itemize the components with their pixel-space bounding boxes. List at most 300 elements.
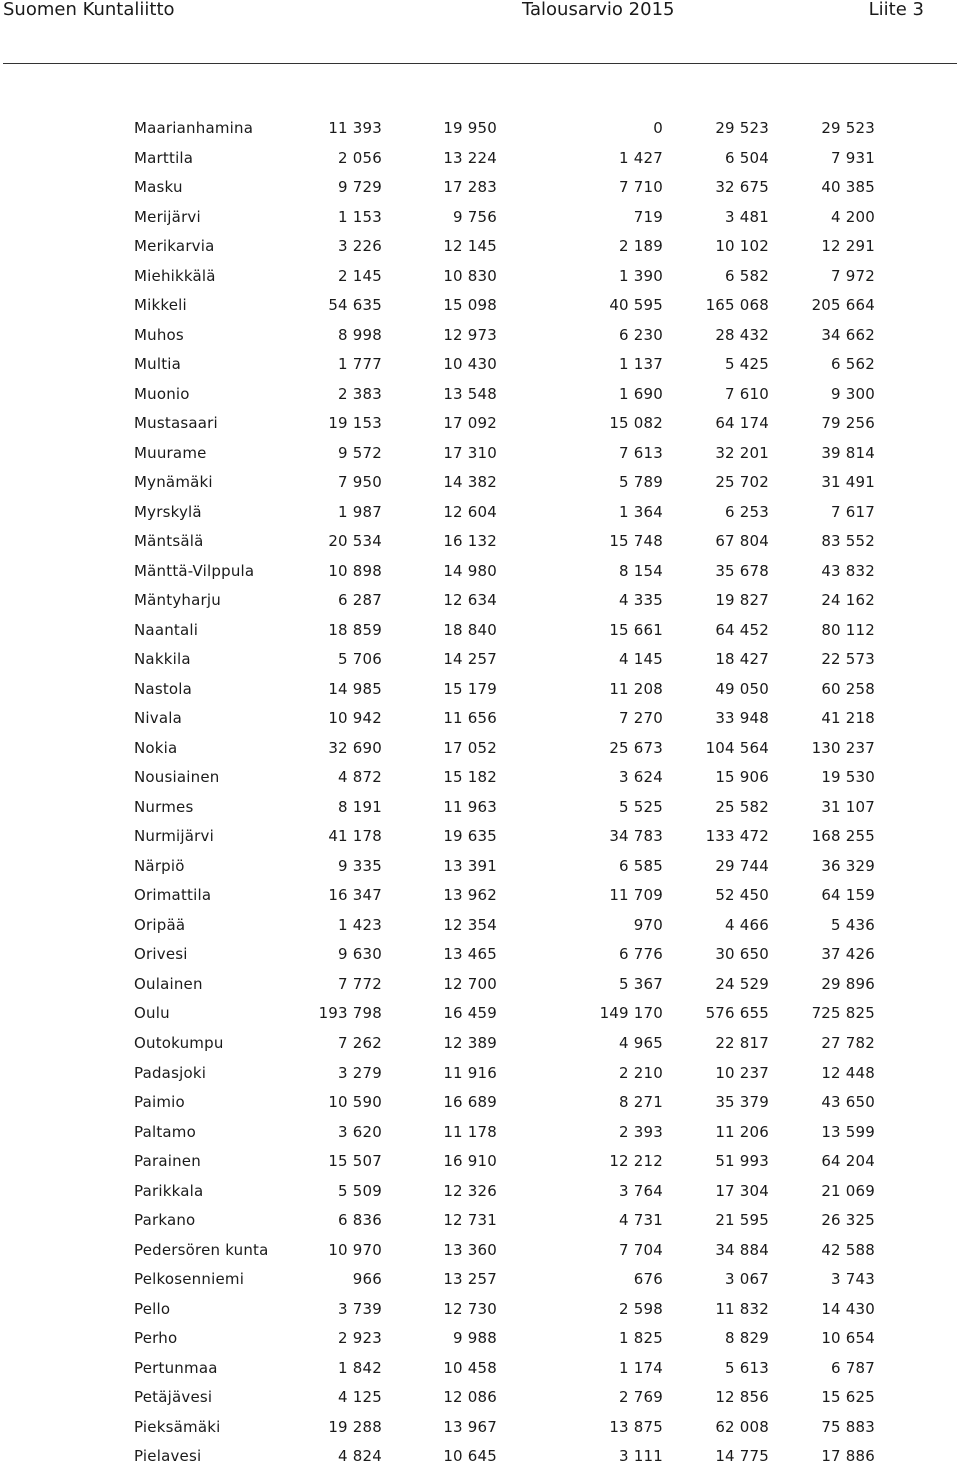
- value-col-4: 576 655: [705, 1004, 769, 1023]
- value-col-2: 12 354: [443, 915, 497, 934]
- value-col-3: 4 335: [619, 591, 663, 610]
- value-col-5: 6 562: [831, 355, 875, 374]
- value-col-3: 2 769: [619, 1388, 663, 1407]
- value-col-4: 11 206: [715, 1122, 769, 1141]
- value-col-2: 12 145: [443, 237, 497, 256]
- value-col-4: 25 702: [715, 473, 769, 492]
- value-col-3: 5 367: [619, 974, 663, 993]
- municipality-name: Pedersören kunta: [134, 1240, 269, 1259]
- value-col-4: 7 610: [725, 384, 769, 403]
- value-col-2: 14 980: [443, 561, 497, 580]
- table-row: [0, 1118, 960, 1148]
- value-col-3: 5 789: [619, 473, 663, 492]
- table-row: [0, 1029, 960, 1059]
- value-col-5: 15 625: [821, 1388, 875, 1407]
- value-col-2: 17 283: [443, 178, 497, 197]
- value-col-3: 4 145: [619, 650, 663, 669]
- value-col-1: 1 153: [338, 207, 382, 226]
- value-col-1: 54 635: [328, 296, 382, 315]
- value-col-2: 16 910: [443, 1152, 497, 1171]
- municipality-name: Padasjoki: [134, 1063, 207, 1082]
- value-col-3: 11 709: [609, 886, 663, 905]
- municipality-name: Mänttä-Vilppula: [134, 561, 255, 580]
- value-col-2: 15 179: [443, 679, 497, 698]
- value-col-5: 7 972: [831, 266, 875, 285]
- value-col-1: 1 987: [338, 502, 382, 521]
- value-col-1: 9 572: [338, 443, 382, 462]
- value-col-2: 10 430: [443, 355, 497, 374]
- table-row: [0, 881, 960, 911]
- value-col-1: 7 950: [338, 473, 382, 492]
- value-col-2: 12 973: [443, 325, 497, 344]
- value-col-4: 29 744: [715, 856, 769, 875]
- value-col-1: 9 729: [338, 178, 382, 197]
- value-col-5: 130 237: [811, 738, 875, 757]
- value-col-3: 2 189: [619, 237, 663, 256]
- municipality-name: Orimattila: [134, 886, 212, 905]
- value-col-1: 966: [352, 1270, 382, 1289]
- municipality-name: Maarianhamina: [134, 119, 254, 137]
- value-col-2: 17 092: [443, 414, 497, 433]
- value-col-3: 676: [633, 1270, 663, 1289]
- table-row: [0, 468, 960, 498]
- value-col-1: 5 706: [338, 650, 382, 669]
- value-col-2: 13 962: [443, 886, 497, 905]
- value-col-4: 10 102: [715, 237, 769, 256]
- value-col-5: 205 664: [811, 296, 875, 315]
- municipality-name: Parainen: [134, 1152, 201, 1171]
- municipality-name: Nurmes: [134, 797, 194, 816]
- value-col-3: 1 364: [619, 502, 663, 521]
- municipality-name: Oulu: [134, 1004, 170, 1023]
- value-col-1: 19 153: [328, 414, 382, 433]
- value-col-4: 6 504: [725, 148, 769, 167]
- table-row: [0, 439, 960, 469]
- value-col-2: 12 700: [443, 974, 497, 993]
- value-col-5: 22 573: [821, 650, 875, 669]
- value-col-5: 19 530: [821, 768, 875, 787]
- value-col-1: 1 423: [338, 915, 382, 934]
- municipality-name: Närpiö: [134, 856, 185, 875]
- value-col-4: 24 529: [715, 974, 769, 993]
- value-col-2: 14 382: [443, 473, 497, 492]
- municipality-name: Oulainen: [134, 974, 203, 993]
- value-col-4: 15 906: [715, 768, 769, 787]
- municipality-name: Pielavesi: [134, 1447, 202, 1466]
- table-row: [0, 380, 960, 410]
- value-col-1: 1 777: [338, 355, 382, 374]
- table-row: [0, 704, 960, 734]
- value-col-4: 64 452: [715, 620, 769, 639]
- municipality-name: Petäjävesi: [134, 1388, 213, 1407]
- table-row: [0, 1059, 960, 1089]
- value-col-2: 15 182: [443, 768, 497, 787]
- value-col-1: 16 347: [328, 886, 382, 905]
- value-col-2: 16 132: [443, 532, 497, 551]
- value-col-4: 165 068: [705, 296, 769, 315]
- table-row: [0, 114, 960, 144]
- value-col-1: 1 842: [338, 1358, 382, 1377]
- value-col-3: 719: [633, 207, 663, 226]
- table-row: [0, 498, 960, 528]
- value-col-4: 14 775: [715, 1447, 769, 1466]
- value-col-1: 41 178: [328, 827, 382, 846]
- value-col-3: 12 212: [609, 1152, 663, 1171]
- municipality-name: Merijärvi: [134, 207, 201, 226]
- municipality-name: Mustasaari: [134, 414, 218, 433]
- value-col-1: 2 383: [338, 384, 382, 403]
- value-col-4: 30 650: [715, 945, 769, 964]
- page-header: [0, 0, 960, 64]
- value-col-3: 34 783: [609, 827, 663, 846]
- value-col-5: 40 385: [821, 178, 875, 197]
- value-col-5: 13 599: [821, 1122, 875, 1141]
- municipality-name: Nakkila: [134, 650, 191, 669]
- value-col-2: 11 963: [443, 797, 497, 816]
- value-col-4: 6 582: [725, 266, 769, 285]
- value-col-4: 5 425: [725, 355, 769, 374]
- table-row: [0, 1177, 960, 1207]
- municipality-name: Miehikkälä: [134, 266, 216, 285]
- value-col-4: 104 564: [705, 738, 769, 757]
- municipality-name: Pello: [134, 1299, 171, 1318]
- appendix-label: Liite 3: [868, 0, 924, 20]
- value-col-2: 13 465: [443, 945, 497, 964]
- value-col-1: 4 824: [338, 1447, 382, 1466]
- value-col-4: 6 253: [725, 502, 769, 521]
- municipality-name: Mäntsälä: [134, 532, 204, 551]
- table-row: [0, 1265, 960, 1295]
- table-row: [0, 734, 960, 764]
- table-row: [0, 1324, 960, 1354]
- value-col-3: 6 776: [619, 945, 663, 964]
- value-col-1: 2 056: [338, 148, 382, 167]
- value-col-1: 14 985: [328, 679, 382, 698]
- value-col-3: 1 137: [619, 355, 663, 374]
- value-col-3: 15 748: [609, 532, 663, 551]
- value-col-3: 0: [653, 119, 663, 137]
- value-col-5: 27 782: [821, 1033, 875, 1052]
- municipality-name: Orivesi: [134, 945, 188, 964]
- value-col-2: 12 326: [443, 1181, 497, 1200]
- value-col-5: 29 896: [821, 974, 875, 993]
- value-col-1: 19 288: [328, 1417, 382, 1436]
- value-col-2: 13 548: [443, 384, 497, 403]
- value-col-4: 10 237: [715, 1063, 769, 1082]
- value-col-4: 18 427: [715, 650, 769, 669]
- value-col-5: 60 258: [821, 679, 875, 698]
- value-col-5: 24 162: [821, 591, 875, 610]
- value-col-2: 15 098: [443, 296, 497, 315]
- value-col-2: 16 459: [443, 1004, 497, 1023]
- value-col-4: 17 304: [715, 1181, 769, 1200]
- value-col-4: 25 582: [715, 797, 769, 816]
- value-col-5: 79 256: [821, 414, 875, 433]
- value-col-2: 16 689: [443, 1093, 497, 1112]
- value-col-4: 33 948: [715, 709, 769, 728]
- value-col-1: 9 630: [338, 945, 382, 964]
- municipality-name: Nousiainen: [134, 768, 220, 787]
- value-col-1: 10 590: [328, 1093, 382, 1112]
- value-col-3: 3 764: [619, 1181, 663, 1200]
- value-col-3: 4 731: [619, 1211, 663, 1230]
- value-col-5: 9 300: [831, 384, 875, 403]
- value-col-5: 37 426: [821, 945, 875, 964]
- value-col-1: 32 690: [328, 738, 382, 757]
- value-col-2: 19 950: [443, 119, 497, 137]
- value-col-1: 10 898: [328, 561, 382, 580]
- value-col-5: 12 291: [821, 237, 875, 256]
- value-col-5: 3 743: [831, 1270, 875, 1289]
- municipality-name: Mynämäki: [134, 473, 213, 492]
- value-col-5: 168 255: [811, 827, 875, 846]
- value-col-4: 19 827: [715, 591, 769, 610]
- value-col-5: 75 883: [821, 1417, 875, 1436]
- municipality-name: Parkano: [134, 1211, 196, 1230]
- value-col-3: 1 690: [619, 384, 663, 403]
- value-col-1: 6 836: [338, 1211, 382, 1230]
- value-col-4: 35 379: [715, 1093, 769, 1112]
- municipality-name: Nivala: [134, 709, 183, 728]
- value-col-4: 64 174: [715, 414, 769, 433]
- value-col-1: 193 798: [318, 1004, 382, 1023]
- value-col-3: 7 704: [619, 1240, 663, 1259]
- value-col-2: 11 916: [443, 1063, 497, 1082]
- value-col-1: 6 287: [338, 591, 382, 610]
- header-divider: [3, 63, 957, 64]
- municipality-name: Merikarvia: [134, 237, 215, 256]
- value-col-3: 3 624: [619, 768, 663, 787]
- value-col-1: 8 191: [338, 797, 382, 816]
- value-col-5: 5 436: [831, 915, 875, 934]
- table-row: [0, 763, 960, 793]
- value-col-3: 25 673: [609, 738, 663, 757]
- value-col-4: 22 817: [715, 1033, 769, 1052]
- value-col-2: 19 635: [443, 827, 497, 846]
- value-col-5: 39 814: [821, 443, 875, 462]
- value-col-2: 13 224: [443, 148, 497, 167]
- value-col-5: 12 448: [821, 1063, 875, 1082]
- municipality-name: Nokia: [134, 738, 178, 757]
- value-col-3: 970: [633, 915, 663, 934]
- value-col-2: 10 458: [443, 1358, 497, 1377]
- table-row: [0, 144, 960, 174]
- municipality-name: Mäntyharju: [134, 591, 221, 610]
- value-col-4: 28 432: [715, 325, 769, 344]
- value-col-3: 8 271: [619, 1093, 663, 1112]
- value-col-2: 18 840: [443, 620, 497, 639]
- value-col-3: 6 585: [619, 856, 663, 875]
- table-row: [0, 527, 960, 557]
- value-col-3: 13 875: [609, 1417, 663, 1436]
- value-col-5: 41 218: [821, 709, 875, 728]
- value-col-4: 5 613: [725, 1358, 769, 1377]
- table-row: [0, 1442, 960, 1472]
- value-col-4: 11 832: [715, 1299, 769, 1318]
- table-row: [0, 1383, 960, 1413]
- value-col-3: 2 393: [619, 1122, 663, 1141]
- municipality-name: Oripää: [134, 915, 186, 934]
- value-col-5: 80 112: [821, 620, 875, 639]
- value-col-3: 149 170: [599, 1004, 663, 1023]
- value-col-5: 6 787: [831, 1358, 875, 1377]
- municipality-name: Perho: [134, 1329, 178, 1348]
- table-row: [0, 1088, 960, 1118]
- value-col-3: 1 825: [619, 1329, 663, 1348]
- value-col-2: 10 645: [443, 1447, 497, 1466]
- value-col-2: 12 604: [443, 502, 497, 521]
- value-col-5: 43 832: [821, 561, 875, 580]
- value-col-1: 10 942: [328, 709, 382, 728]
- value-col-1: 20 534: [328, 532, 382, 551]
- value-col-4: 35 678: [715, 561, 769, 580]
- value-col-5: 31 491: [821, 473, 875, 492]
- value-col-2: 13 391: [443, 856, 497, 875]
- value-col-1: 2 923: [338, 1329, 382, 1348]
- municipality-name: Muurame: [134, 443, 207, 462]
- municipality-name: Nastola: [134, 679, 193, 698]
- table-row: [0, 645, 960, 675]
- value-col-4: 32 201: [715, 443, 769, 462]
- value-col-1: 3 620: [338, 1122, 382, 1141]
- value-col-1: 7 262: [338, 1033, 382, 1052]
- value-col-3: 11 208: [609, 679, 663, 698]
- table-row: [0, 616, 960, 646]
- value-col-2: 13 257: [443, 1270, 497, 1289]
- value-col-2: 10 830: [443, 266, 497, 285]
- value-col-5: 17 886: [821, 1447, 875, 1466]
- value-col-5: 26 325: [821, 1211, 875, 1230]
- value-col-4: 34 884: [715, 1240, 769, 1259]
- value-col-2: 12 634: [443, 591, 497, 610]
- value-col-5: 7 931: [831, 148, 875, 167]
- value-col-2: 12 731: [443, 1211, 497, 1230]
- value-col-1: 4 872: [338, 768, 382, 787]
- value-col-2: 12 389: [443, 1033, 497, 1052]
- value-col-2: 9 756: [453, 207, 497, 226]
- value-col-1: 9 335: [338, 856, 382, 875]
- value-col-5: 21 069: [821, 1181, 875, 1200]
- table-row: [0, 1206, 960, 1236]
- table-row: [0, 557, 960, 587]
- municipality-name: Myrskylä: [134, 502, 202, 521]
- value-col-5: 4 200: [831, 207, 875, 226]
- value-col-5: 7 617: [831, 502, 875, 521]
- municipality-name: Nurmijärvi: [134, 827, 214, 846]
- value-col-1: 18 859: [328, 620, 382, 639]
- value-col-4: 67 804: [715, 532, 769, 551]
- table-row: [0, 291, 960, 321]
- value-col-4: 62 008: [715, 1417, 769, 1436]
- value-col-3: 40 595: [609, 296, 663, 315]
- municipality-name: Multia: [134, 355, 182, 374]
- value-col-1: 15 507: [328, 1152, 382, 1171]
- value-col-5: 31 107: [821, 797, 875, 816]
- value-col-3: 4 965: [619, 1033, 663, 1052]
- value-col-4: 49 050: [715, 679, 769, 698]
- value-col-3: 15 661: [609, 620, 663, 639]
- value-col-2: 13 360: [443, 1240, 497, 1259]
- organization-name: Suomen Kuntaliitto: [3, 0, 175, 20]
- municipality-name: Mikkeli: [134, 296, 187, 315]
- value-col-4: 32 675: [715, 178, 769, 197]
- value-col-1: 8 998: [338, 325, 382, 344]
- table-row: [0, 409, 960, 439]
- value-col-3: 5 525: [619, 797, 663, 816]
- value-col-4: 52 450: [715, 886, 769, 905]
- table-row: [0, 852, 960, 882]
- table-row: [0, 1295, 960, 1325]
- value-col-5: 43 650: [821, 1093, 875, 1112]
- value-col-4: 3 067: [725, 1270, 769, 1289]
- table-row: [0, 1236, 960, 1266]
- value-col-3: 7 710: [619, 178, 663, 197]
- municipality-name: Outokumpu: [134, 1033, 224, 1052]
- value-col-3: 7 270: [619, 709, 663, 728]
- value-col-4: 3 481: [725, 207, 769, 226]
- table-row: [0, 793, 960, 823]
- table-row: [0, 350, 960, 380]
- value-col-5: 14 430: [821, 1299, 875, 1318]
- value-col-4: 29 523: [715, 119, 769, 137]
- value-col-3: 2 210: [619, 1063, 663, 1082]
- table-row: [0, 999, 960, 1029]
- value-col-4: 21 595: [715, 1211, 769, 1230]
- value-col-4: 51 993: [715, 1152, 769, 1171]
- value-col-4: 8 829: [725, 1329, 769, 1348]
- value-col-4: 4 466: [725, 915, 769, 934]
- table-row: [0, 911, 960, 941]
- value-col-1: 2 145: [338, 266, 382, 285]
- municipality-name: Pertunmaa: [134, 1358, 218, 1377]
- value-col-2: 13 967: [443, 1417, 497, 1436]
- value-col-1: 3 739: [338, 1299, 382, 1318]
- value-col-3: 1 427: [619, 148, 663, 167]
- value-col-1: 3 279: [338, 1063, 382, 1082]
- municipality-name: Muonio: [134, 384, 190, 403]
- table-row: [0, 262, 960, 292]
- table-row: [0, 1413, 960, 1443]
- value-col-3: 1 174: [619, 1358, 663, 1377]
- value-col-1: 10 970: [328, 1240, 382, 1259]
- municipality-name: Masku: [134, 178, 183, 197]
- value-col-1: 11 393: [328, 119, 382, 137]
- value-col-5: 725 825: [811, 1004, 875, 1023]
- value-col-3: 15 082: [609, 414, 663, 433]
- table-row: [0, 675, 960, 705]
- value-col-5: 42 588: [821, 1240, 875, 1259]
- municipality-table: [0, 114, 960, 1472]
- value-col-2: 11 178: [443, 1122, 497, 1141]
- value-col-5: 83 552: [821, 532, 875, 551]
- value-col-1: 4 125: [338, 1388, 382, 1407]
- municipality-name: Paltamo: [134, 1122, 196, 1141]
- value-col-4: 133 472: [705, 827, 769, 846]
- document-title: Talousarvio 2015: [522, 0, 675, 20]
- table-row: [0, 173, 960, 203]
- value-col-2: 9 988: [453, 1329, 497, 1348]
- value-col-5: 64 204: [821, 1152, 875, 1171]
- municipality-name: Parikkala: [134, 1181, 204, 1200]
- municipality-name: Naantali: [134, 620, 199, 639]
- value-col-2: 12 086: [443, 1388, 497, 1407]
- value-col-1: 3 226: [338, 237, 382, 256]
- table-row: [0, 586, 960, 616]
- municipality-name: Pelkosenniemi: [134, 1270, 245, 1289]
- municipality-name: Muhos: [134, 325, 184, 344]
- value-col-2: 17 310: [443, 443, 497, 462]
- value-col-5: 36 329: [821, 856, 875, 875]
